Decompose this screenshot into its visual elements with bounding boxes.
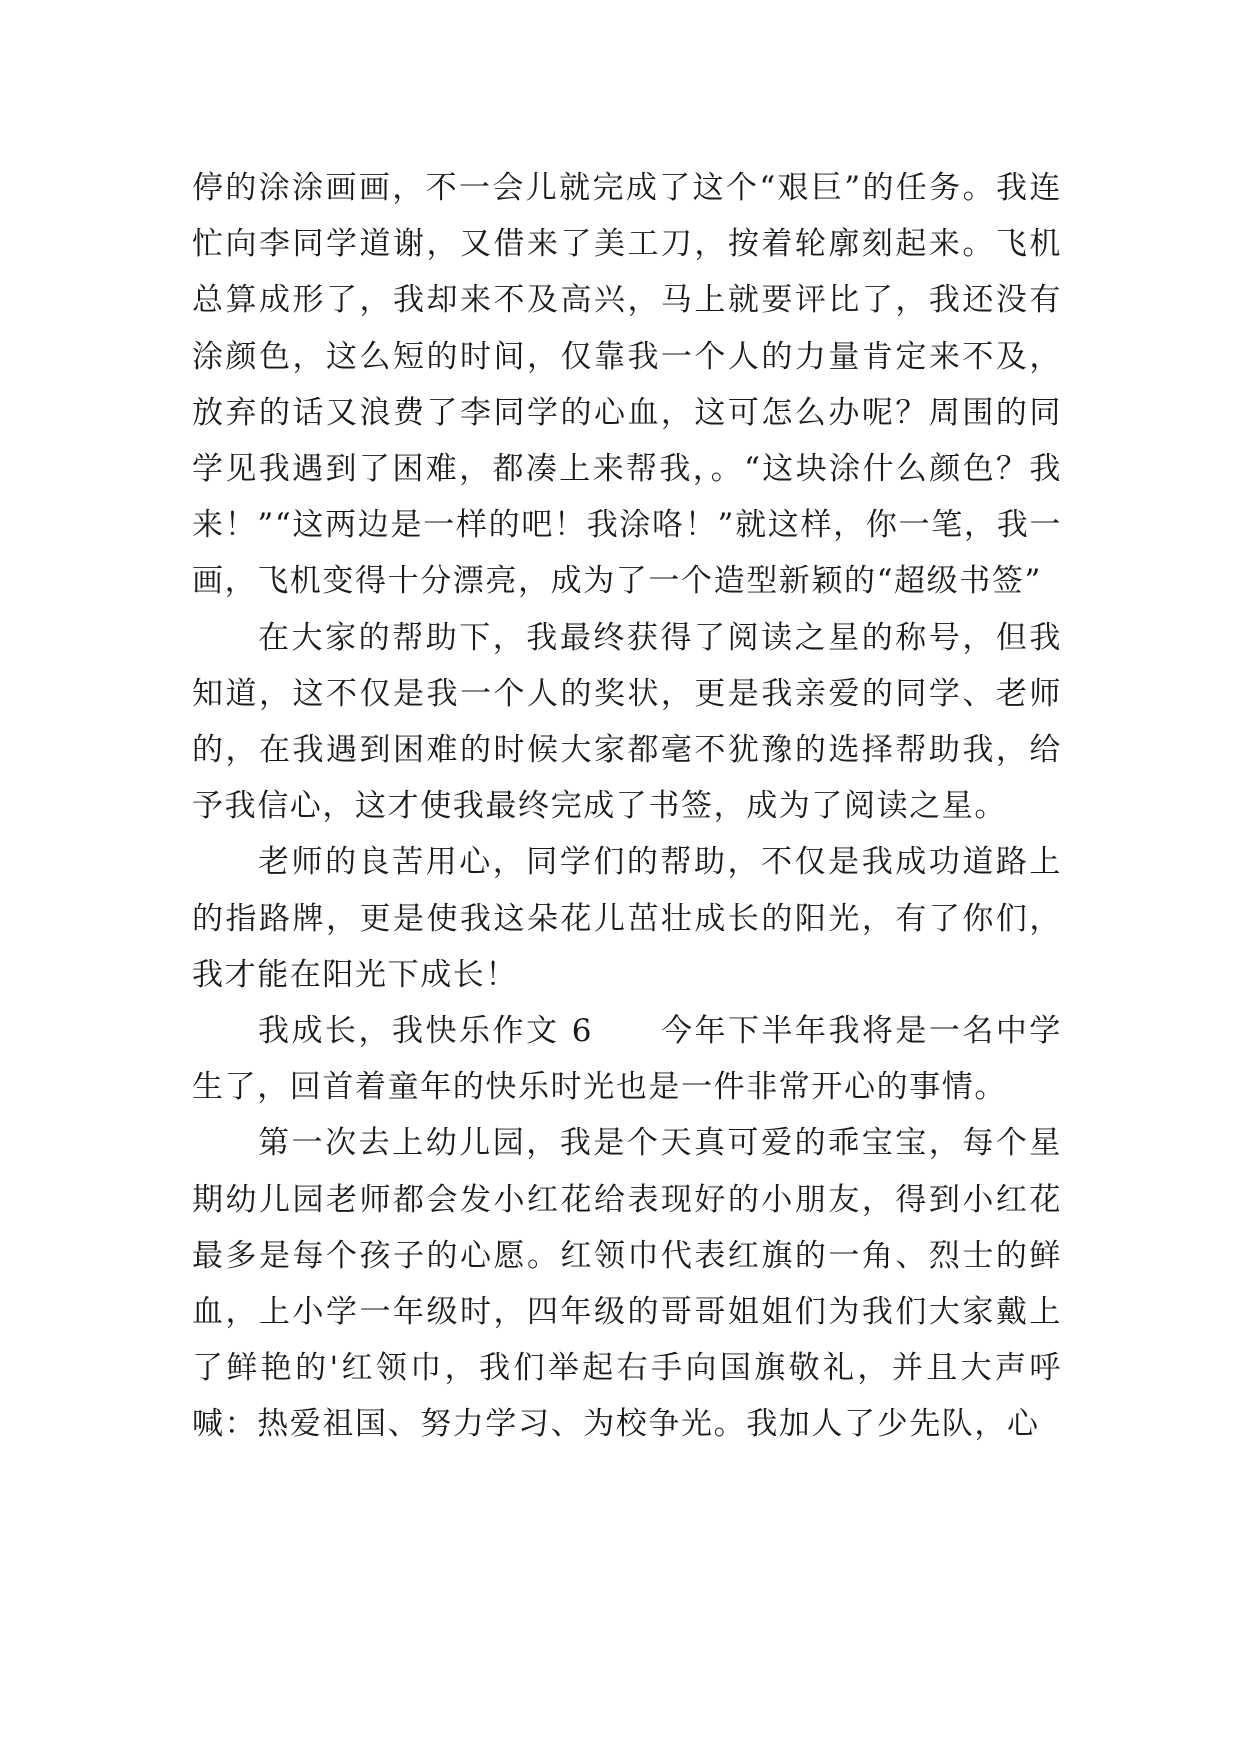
- paragraph: 在大家的帮助下，我最终获得了阅读之星的称号，但我知道，这不仅是我一个人的奖状，更是我亲爱的同学、老师的，在我遇到困难的时候大家都毫不犹豫的选择帮助我，给予我信心，这才使我最终完成了书签，成为了阅读之星。: [192, 619, 1062, 825]
- paragraph: 第一次去上幼儿园，我是个天真可爱的乖宝宝，每个星期幼儿园老师都会发小红花给表现好的小朋友，得到小红花最多是每个孩子的心愿。红领巾代表红旗的一角、烈士的鲜血，上小学一年级时，四年级的哥哥姐姐们为我们大家戴上了鲜艳的'红领巾，我们举起右手向国旗敬礼，并且大声呼喊：热爱祖国、努力学习、为校争光。我加人了少先队，心: [192, 1125, 1062, 1443]
- paragraph: 我成长，我快乐作文 6 今年下半年我将是一名中学生了，回首着童年的快乐时光也是一件非常开心的事情。: [192, 1013, 1062, 1106]
- paragraph-continuation: 停的涂涂画画，不一会儿就完成了这个“艰巨”的任务。我连忙向李同学道谢，又借来了美工刀，按着轮廓刻起来。飞机总算成形了，我却来不及高兴，马上就要评比了，我还没有涂颜色，这么短的时间，仅靠我一个人的力量肯定来不及，放弃的话又浪费了李同学的心血，这可怎么办呢？周围的同学见我遇到了困难，都凑上来帮我，。“这块涂什么颜色？我来！”“这两边是一样的吧！我涂咯！”就这样，你一笔，我一画，飞机变得十分漂亮，成为了一个造型新颖的“超级书签”: [192, 170, 1062, 600]
- paragraph: 老师的良苦用心，同学们的帮助，不仅是我成功道路上的指路牌，更是使我这朵花儿茁壮成长的阳光，有了你们，我才能在阳光下成长！: [192, 844, 1062, 993]
- document-body: [192, 160, 1062, 1453]
